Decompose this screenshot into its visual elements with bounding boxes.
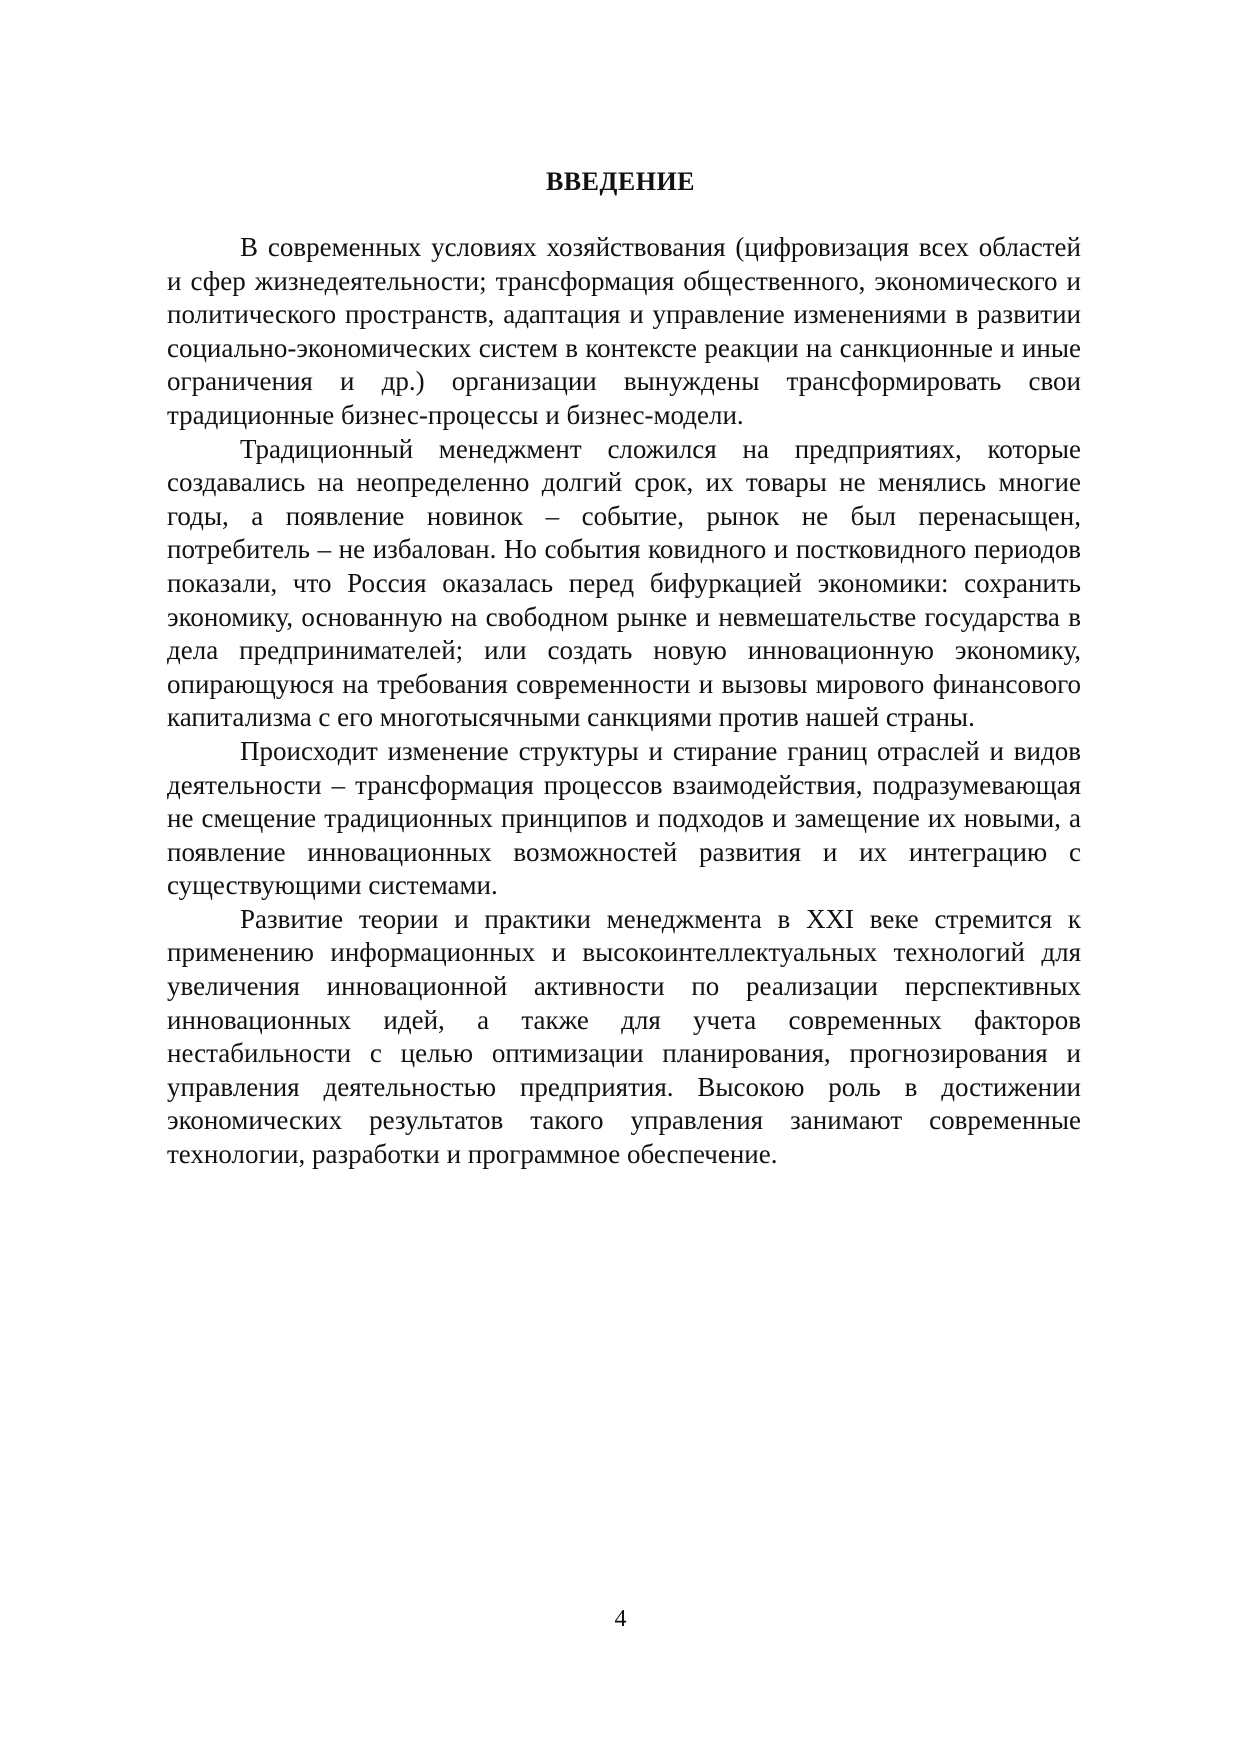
body-text [167, 231, 1081, 1172]
paragraph-2: Традиционный менеджмент сложился на предприятиях, которые создавались на неопределенно долгий срок, их товары не менялись многие годы, а появление новинок – событие, рынок не был перенасыщен, потребитель – не избалован. Но события ковидного и постковидного периодов показали, что Россия оказалась перед бифуркацией экономики: сохранить экономику, основанную на свободном рынке и невмешательстве государства в дела предпринимателей; или создать новую инновационную экономику, опирающуюся на требования современности и вызовы мирового финансового капитализма с его многотысячными санкциями против нашей страны. [167, 433, 1081, 733]
paragraph-1: В современных условиях хозяйствования (цифровизация всех областей и сфер жизнедеятельности; трансформация общественного, экономического и политического пространств, адаптация и управление изменениями в развитии социально-экономических систем в контексте реакции на санкционные и иные ограничения и др.) организации вынуждены трансформировать свои традиционные бизнес-процессы и бизнес-модели. [167, 232, 1081, 430]
section-heading: ВВЕДЕНИЕ [545, 167, 696, 196]
page-number: 4 [614, 1606, 627, 1632]
paragraph-3: Происходит изменение структуры и стирание границ отраслей и видов деятельности – трансформация процессов взаимодействия, подразумевающая не смещение традиционных принципов и подходов и замещение их новыми, а появление инновационных возможностей развития и их интеграцию с существующими системами. [167, 735, 1081, 901]
paragraph-4: Развитие теории и практики менеджмента в XXI веке стремится к применению информационных и высокоинтеллектуальных технологий для увеличения инновационной активности по реализации перспективных инновационных идей, а также для учета современных факторов нестабильности с целью оптимизации планирования, прогнозирования и управления деятельностью предприятия. Высокою роль в достижении экономических результатов такого управления занимают современные технологии, разработки и программное обеспечение. [167, 903, 1081, 1170]
